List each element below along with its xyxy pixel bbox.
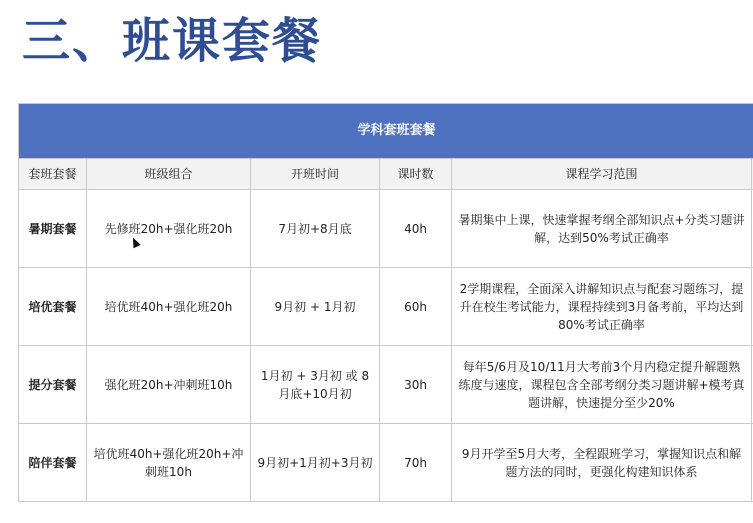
package-table [18, 103, 753, 502]
column-header: 开班时间 [251, 159, 380, 190]
class-combo: 培优班40h+强化班20h+冲刺班10h [87, 424, 251, 502]
table-caption-row [19, 104, 753, 159]
package-name: 陪伴套餐 [19, 424, 87, 502]
table-row [19, 424, 753, 502]
package-name: 暑期套餐 [19, 190, 87, 268]
page-title: 三、班课套餐 [22, 10, 322, 72]
class-hours: 60h [380, 268, 452, 346]
package-name: 提分套餐 [19, 346, 87, 424]
course-scope: 每年5/6月及10/11月大考前3个月内稳定提升解题熟练度与速度，课程包含全部考纲分类习题讲解+模考真题讲解，快速提分至少20% [452, 346, 752, 424]
table-row [19, 268, 753, 346]
column-header: 套班套餐 [19, 159, 87, 190]
package-table-container [18, 103, 753, 523]
start-time: 9月初+1月初+3月初 [251, 424, 380, 502]
table-row [19, 190, 753, 268]
course-scope: 2学期课程，全面深入讲解知识点与配套习题练习，提升在校生考试能力，课程持续到3月备考前，平均达到80%考试正确率 [452, 268, 752, 346]
class-hours: 40h [380, 190, 452, 268]
column-header: 班级组合 [87, 159, 251, 190]
class-hours: 70h [380, 424, 452, 502]
course-scope: 暑期集中上课，快速掌握考纲全部知识点+分类习题讲解，达到50%考试正确率 [452, 190, 752, 268]
course-scope: 9月开学至5月大考，全程跟班学习，掌握知识点和解题方法的同时，更强化构建知识体系 [452, 424, 752, 502]
class-combo: 强化班20h+冲刺班10h [87, 346, 251, 424]
table-header-row [19, 159, 753, 190]
class-combo: 先修班20h+强化班20h [87, 190, 251, 268]
start-time: 1月初 + 3月初 或 8月底+10月初 [251, 346, 380, 424]
class-hours: 30h [380, 346, 452, 424]
start-time: 7月初+8月底 [251, 190, 380, 268]
start-time: 9月初 + 1月初 [251, 268, 380, 346]
package-name: 培优套餐 [19, 268, 87, 346]
class-combo: 培优班40h+强化班20h [87, 268, 251, 346]
column-header: 课程学习范围 [452, 159, 752, 190]
table-row [19, 346, 753, 424]
table-caption: 学科套班套餐 [19, 104, 753, 159]
column-header: 课时数 [380, 159, 452, 190]
